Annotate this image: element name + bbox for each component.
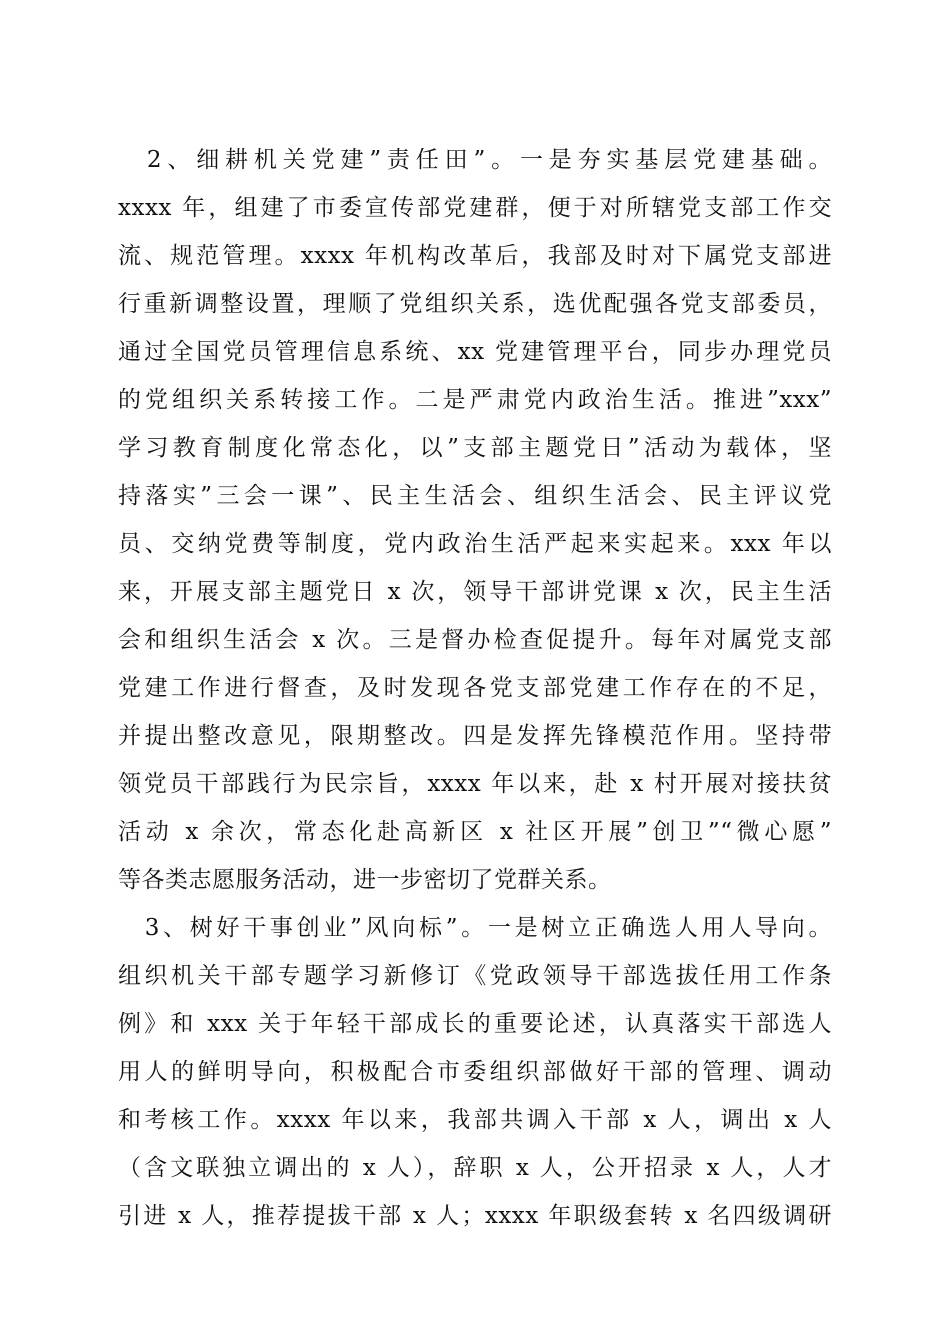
text-line: 行重新调整设置，理顺了党组织关系，选优配强各党支部委员， [118, 291, 832, 317]
text-line: 用人的鲜明导向，积极配合市委组织部做好干部的管理、调动 [118, 1059, 832, 1085]
text-line: 引进 x 人，推荐提拔干部 x 人；xxxx 年职级套转 x 名四级调研 [118, 1203, 832, 1229]
text-line: 领党员干部践行为民宗旨，xxxx 年以来，赴 x 村开展对接扶贫 [118, 771, 832, 797]
text-line: 和考核工作。xxxx 年以来，我部共调入干部 x 人，调出 x 人 [118, 1107, 832, 1133]
text-line: （含文联独立调出的 x 人），辞职 x 人，公开招录 x 人，人才 [118, 1155, 832, 1181]
paragraph-party-building [118, 140, 832, 908]
text-line: 例》和 xxx 关于年轻干部成长的重要论述，认真落实干部选人 [118, 1011, 832, 1037]
text-line: 的党组织关系转接工作。二是严肃党内政治生活。推进”xxx” [118, 387, 832, 413]
text-line: 持落实”三会一课”、民主生活会、组织生活会、民主评议党 [118, 483, 832, 509]
text-line: 组织机关干部专题学习新修订《党政领导干部选拔任用工作条 [118, 963, 832, 989]
document-body [118, 140, 832, 1244]
text-line: 流、规范管理。xxxx 年机构改革后，我部及时对下属党支部进 [118, 243, 832, 269]
text-line: 活动 x 余次，常态化赴高新区 x 社区开展”创卫”“微心愿” [118, 819, 832, 845]
text-line: 2、细耕机关党建”责任田”。一是夯实基层党建基础。 [118, 147, 832, 173]
text-line: xxxx 年，组建了市委宣传部党建群，便于对所辖党支部工作交 [118, 195, 832, 221]
text-line: 来，开展支部主题党日 x 次，领导干部讲党课 x 次，民主生活 [118, 579, 832, 605]
paragraph-cadre-guidance [118, 908, 832, 1244]
text-line: 等各类志愿服务活动，进一步密切了党群关系。 [118, 867, 612, 893]
text-line: 并提出整改意见，限期整改。四是发挥先锋模范作用。坚持带 [118, 723, 832, 749]
text-line: 员、交纳党费等制度，党内政治生活严起来实起来。xxx 年以 [118, 531, 832, 557]
text-line: 会和组织生活会 x 次。三是督办检查促提升。每年对属党支部 [118, 627, 832, 653]
text-line: 通过全国党员管理信息系统、xx 党建管理平台，同步办理党员 [118, 339, 832, 365]
text-line: 3、树好干事创业”风向标”。一是树立正确选人用人导向。 [118, 915, 832, 941]
text-line: 学习教育制度化常态化，以”支部主题党日”活动为载体，坚 [118, 435, 832, 461]
text-line: 党建工作进行督查，及时发现各党支部党建工作存在的不足， [118, 675, 832, 701]
